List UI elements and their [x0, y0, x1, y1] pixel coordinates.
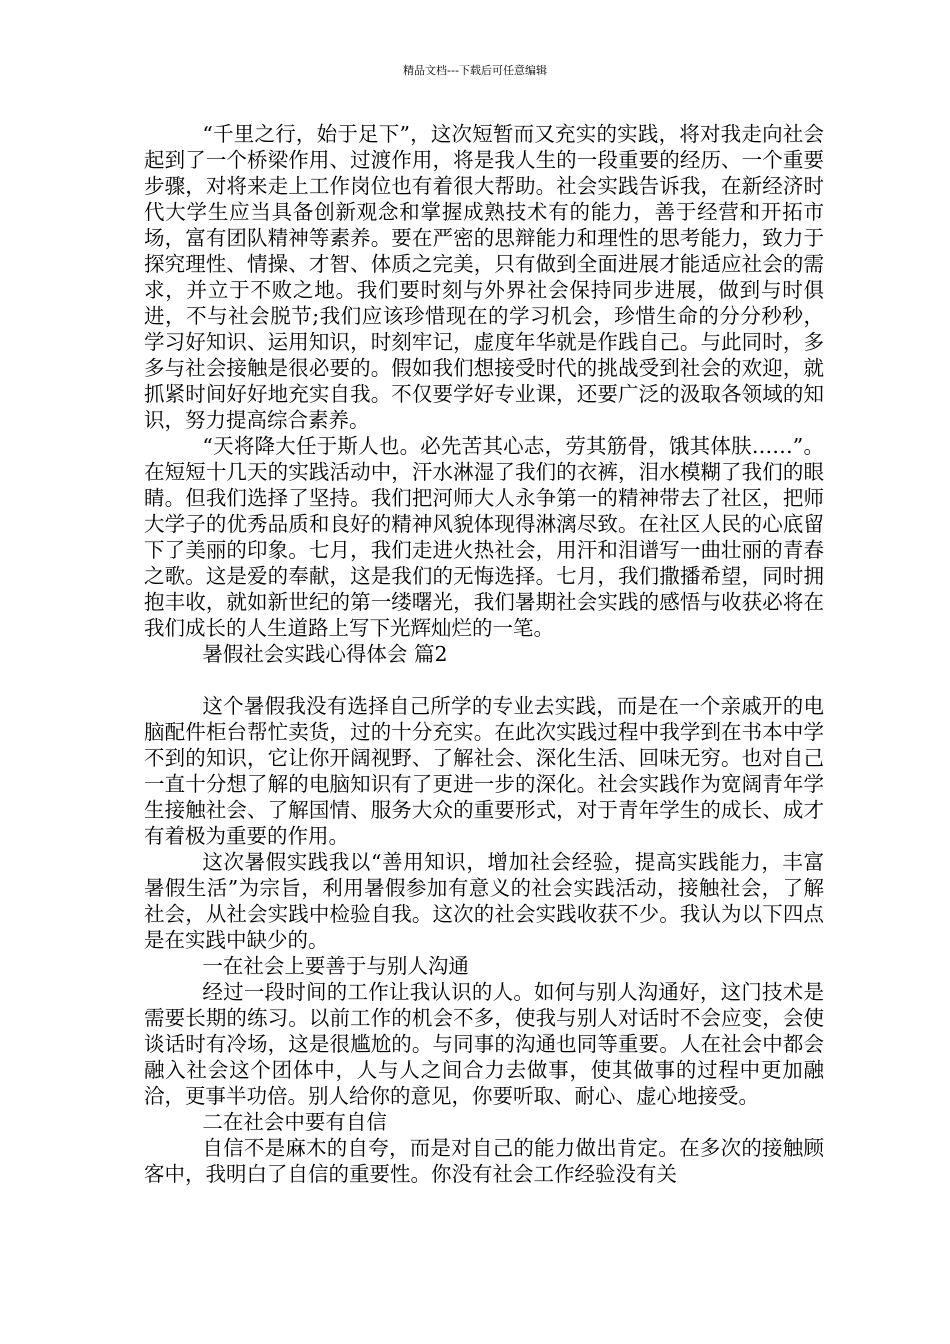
blank-line [144, 667, 824, 693]
point-1-title: 一在社会上要善于与别人沟通 [202, 954, 469, 978]
page-header: 精品文档---下载后可任意编辑 [403, 64, 547, 77]
paragraph-4: 这次暑假实践我以“善用知识，增加社会经验，提高实践能力，丰富暑假生活”为宗旨，利用暑假参加有意义的社会实践活动，接触社会，了解社会，从社会实践中检验自我。这次的社会实践收获不少。我认为以下四点是在实践中缺少的。 [144, 850, 824, 952]
point-2-title: 二在社会中要有自信 [202, 1110, 387, 1134]
section-title: 暑假社会实践心得体会 篇2 [202, 642, 448, 666]
point-2-text: 自信不是麻木的自夸，而是对自己的能力做出肯定。在多次的接触顾客中，我明白了自信的重要性。你没有社会工作经验没有关 [144, 1136, 824, 1186]
paragraph-1: “千里之行，始于足下”，这次短暂而又充实的实践，将对我走向社会起到了一个桥梁作用、过渡作用，将是我人生的一段重要的经历、一个重要步骤，对将来走上工作岗位也有着很大帮助。社会实践告诉我，在新经济时代大学生应当具备创新观念和掌握成熟技术有的能力，善于经营和开拓市场，富有团队精神等素养。要在严密的思辩能力和理性的思考能力，致力于探究理性、情操、才智、体质之完美，只有做到全面进展才能适应社会的需求，并立于不败之地。我们要时刻与外界社会保持同步进展，做到与时俱进，不与社会脱节;我们应该珍惜现在的学习机会，珍惜生命的分分秒秒，学习好知识、运用知识，时刻牢记，虚度年华就是作践自己。与此同时，多多与社会接触是很必要的。假如我们想接受时代的挑战受到社会的欢迎，就抓紧时间好好地充实自我。不仅要学好专业课，还要广泛的汲取各领域的知识，努力提高综合素养。 [144, 122, 824, 432]
point-1-text: 经过一段时间的工作让我认识的人。如何与别人沟通好，这门技术是需要长期的练习。以前工作的机会不多，使我与别人对话时不会应变，会使谈话时有冷场，这是很尴尬的。与同事的沟通也同等重要。人在社会中都会融入社会这个团体中，人与人之间合力去做事，使其做事的过程中更加融洽，更事半功倍。别人给你的意见，你要听取、耐心、虚心地接受。 [144, 980, 824, 1108]
paragraph-3: 这个暑假我没有选择自己所学的专业去实践，而是在一个亲戚开的电脑配件柜台帮忙卖货，过的十分充实。在此次实践过程中我学到在书本中学不到的知识，它让你开阔视野、了解社会、深化生活、回味无穷。也对自己一直十分想了解的电脑知识有了更进一步的深化。社会实践作为宽阔青年学生接触社会、了解国情、服务大众的重要形式，对于青年学生的成长、成才有着极为重要的作用。 [144, 694, 824, 848]
document-body [144, 121, 824, 1187]
paragraph-2: “天将降大任于斯人也。必先苦其心志，劳其筋骨，饿其体肤……”。在短短十几天的实践活动中，汗水淋湿了我们的衣裤，泪水模糊了我们的眼睛。但我们选择了坚持。我们把河师大人永争第一的精神带去了社区，把师大学子的优秀品质和良好的精神风貌体现得淋漓尽致。在社区人民的心底留下了美丽的印象。七月，我们走进火热社会，用汗和泪谱写一曲壮丽的青春之歌。这是爱的奉献，这是我们的无悔选择。七月，我们撒播希望，同时拥抱丰收，就如新世纪的第一缕曙光，我们暑期社会实践的感悟与收获必将在我们成长的人生道路上写下光辉灿烂的一笔。 [144, 434, 824, 640]
